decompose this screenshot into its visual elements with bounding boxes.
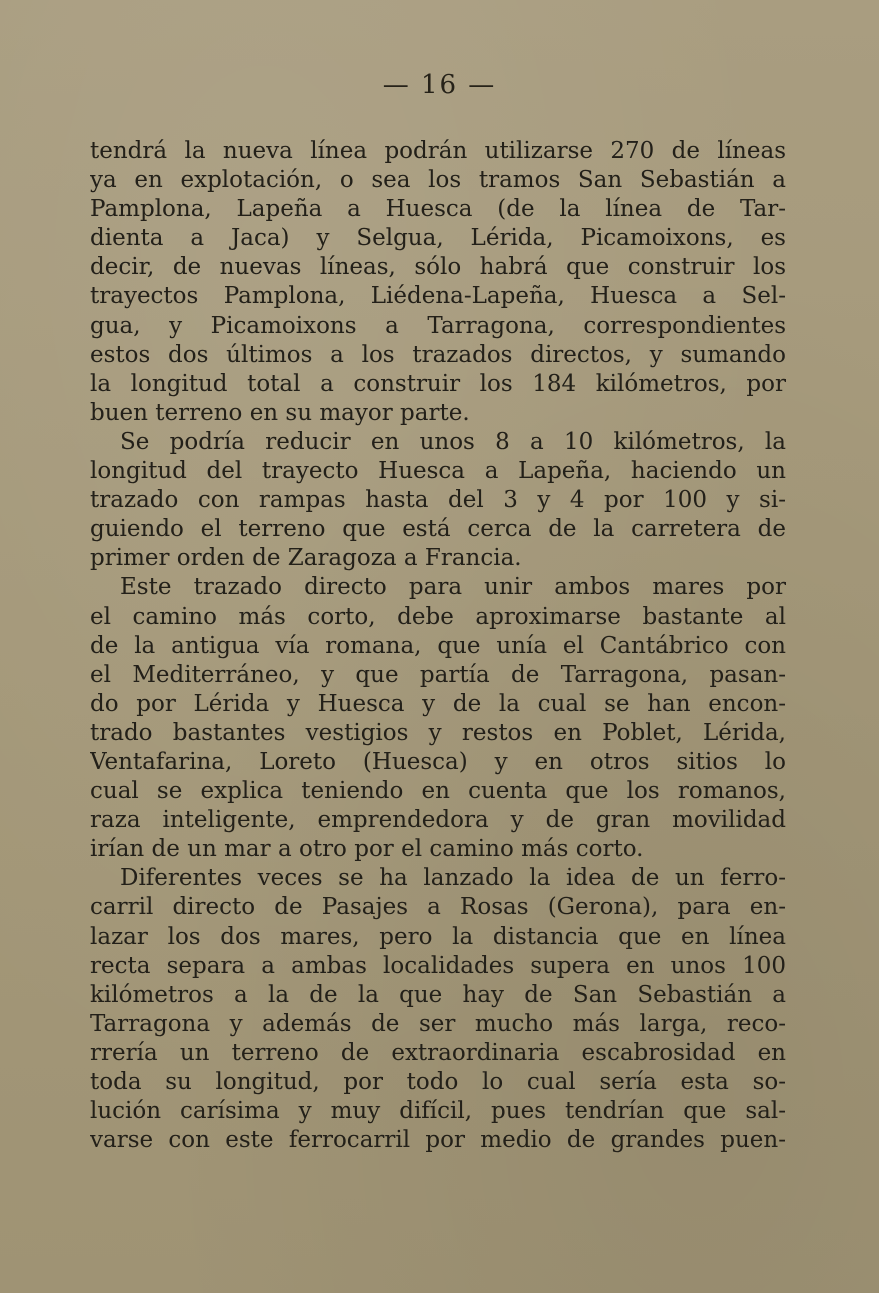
text-line: Pamplona, Lapeña a Huesca (de la línea de Tar- <box>90 196 786 223</box>
text-line: longitud del trayecto Huesca a Lapeña, haciendo un <box>90 458 786 485</box>
text-line: do por Lérida y Huesca y de la cual se han encon- <box>90 690 786 717</box>
text-line: dienta a Jaca) y Selgua, Lérida, Picamoixons, es <box>90 225 786 252</box>
text-line: carril directo de Pasajes a Rosas (Gerona), para en- <box>90 894 786 921</box>
text-line: recta separa a ambas localidades supera en unos 100 <box>90 952 786 979</box>
text-line: estos dos últimos a los trazados directos, y sumando <box>90 341 786 368</box>
text-line: lución carísima y muy difícil, pues tendrían que sal- <box>90 1098 786 1125</box>
text-line: Diferentes veces se ha lanzado la idea de un ferro- <box>120 865 786 892</box>
text-line: ya en explotación, o sea los tramos San Sebastián a <box>90 167 786 194</box>
text-line: el camino más corto, debe aproximarse bastante al <box>90 603 786 630</box>
text-line: gua, y Picamoixons a Tarragona, correspondientes <box>90 312 786 339</box>
text-line: guiendo el terreno que está cerca de la carretera de <box>90 516 786 543</box>
text-line: rrería un terreno de extraordinaria escabrosidad en <box>90 1039 786 1066</box>
text-line: trayectos Pamplona, Liédena-Lapeña, Huesca a Sel- <box>90 283 786 310</box>
text-line: varse con este ferrocarril por medio de grandes puen- <box>90 1127 786 1154</box>
text-line: el Mediterráneo, y que partía de Tarragona, pasan- <box>90 661 786 688</box>
text-line: Ventafarina, Loreto (Huesca) y en otros sitios lo <box>90 748 786 775</box>
text-line: primer orden de Zaragoza a Francia. <box>90 545 522 572</box>
text-line: raza inteligente, emprendedora y de gran movilidad <box>90 807 786 834</box>
text-line: tendrá la nueva línea podrán utilizarse 270 de líneas <box>90 138 786 164</box>
body-text <box>90 137 786 1155</box>
text-line: Se podría reducir en unos 8 a 10 kilómetros, la <box>120 428 786 455</box>
text-line: buen terreno en su mayor parte. <box>90 399 470 426</box>
text-line: cual se explica teniendo en cuenta que los romanos, <box>90 778 786 805</box>
text-line: trazado con rampas hasta del 3 y 4 por 100 y si- <box>90 487 786 514</box>
text-line: de la antigua vía romana, que unía el Cantábrico con <box>90 632 786 659</box>
text-line: irían de un mar a otro por el camino más corto. <box>90 836 644 863</box>
text-line: kilómetros a la de la que hay de San Sebastián a <box>90 981 786 1008</box>
text-line: lazar los dos mares, pero la distancia que en línea <box>90 923 786 950</box>
text-line: Este trazado directo para unir ambos mares por <box>120 574 786 601</box>
text-line: decir, de nuevas líneas, sólo habrá que construir los <box>90 254 786 281</box>
text-line: toda su longitud, por todo lo cual sería esta so- <box>90 1069 786 1095</box>
text-line: la longitud total a construir los 184 kilómetros, por <box>90 370 786 397</box>
page-number: — 16 — <box>382 70 497 100</box>
text-line: trado bastantes vestigios y restos en Poblet, Lérida, <box>90 719 786 746</box>
text-line: Tarragona y además de ser mucho más larga, reco- <box>90 1010 786 1037</box>
